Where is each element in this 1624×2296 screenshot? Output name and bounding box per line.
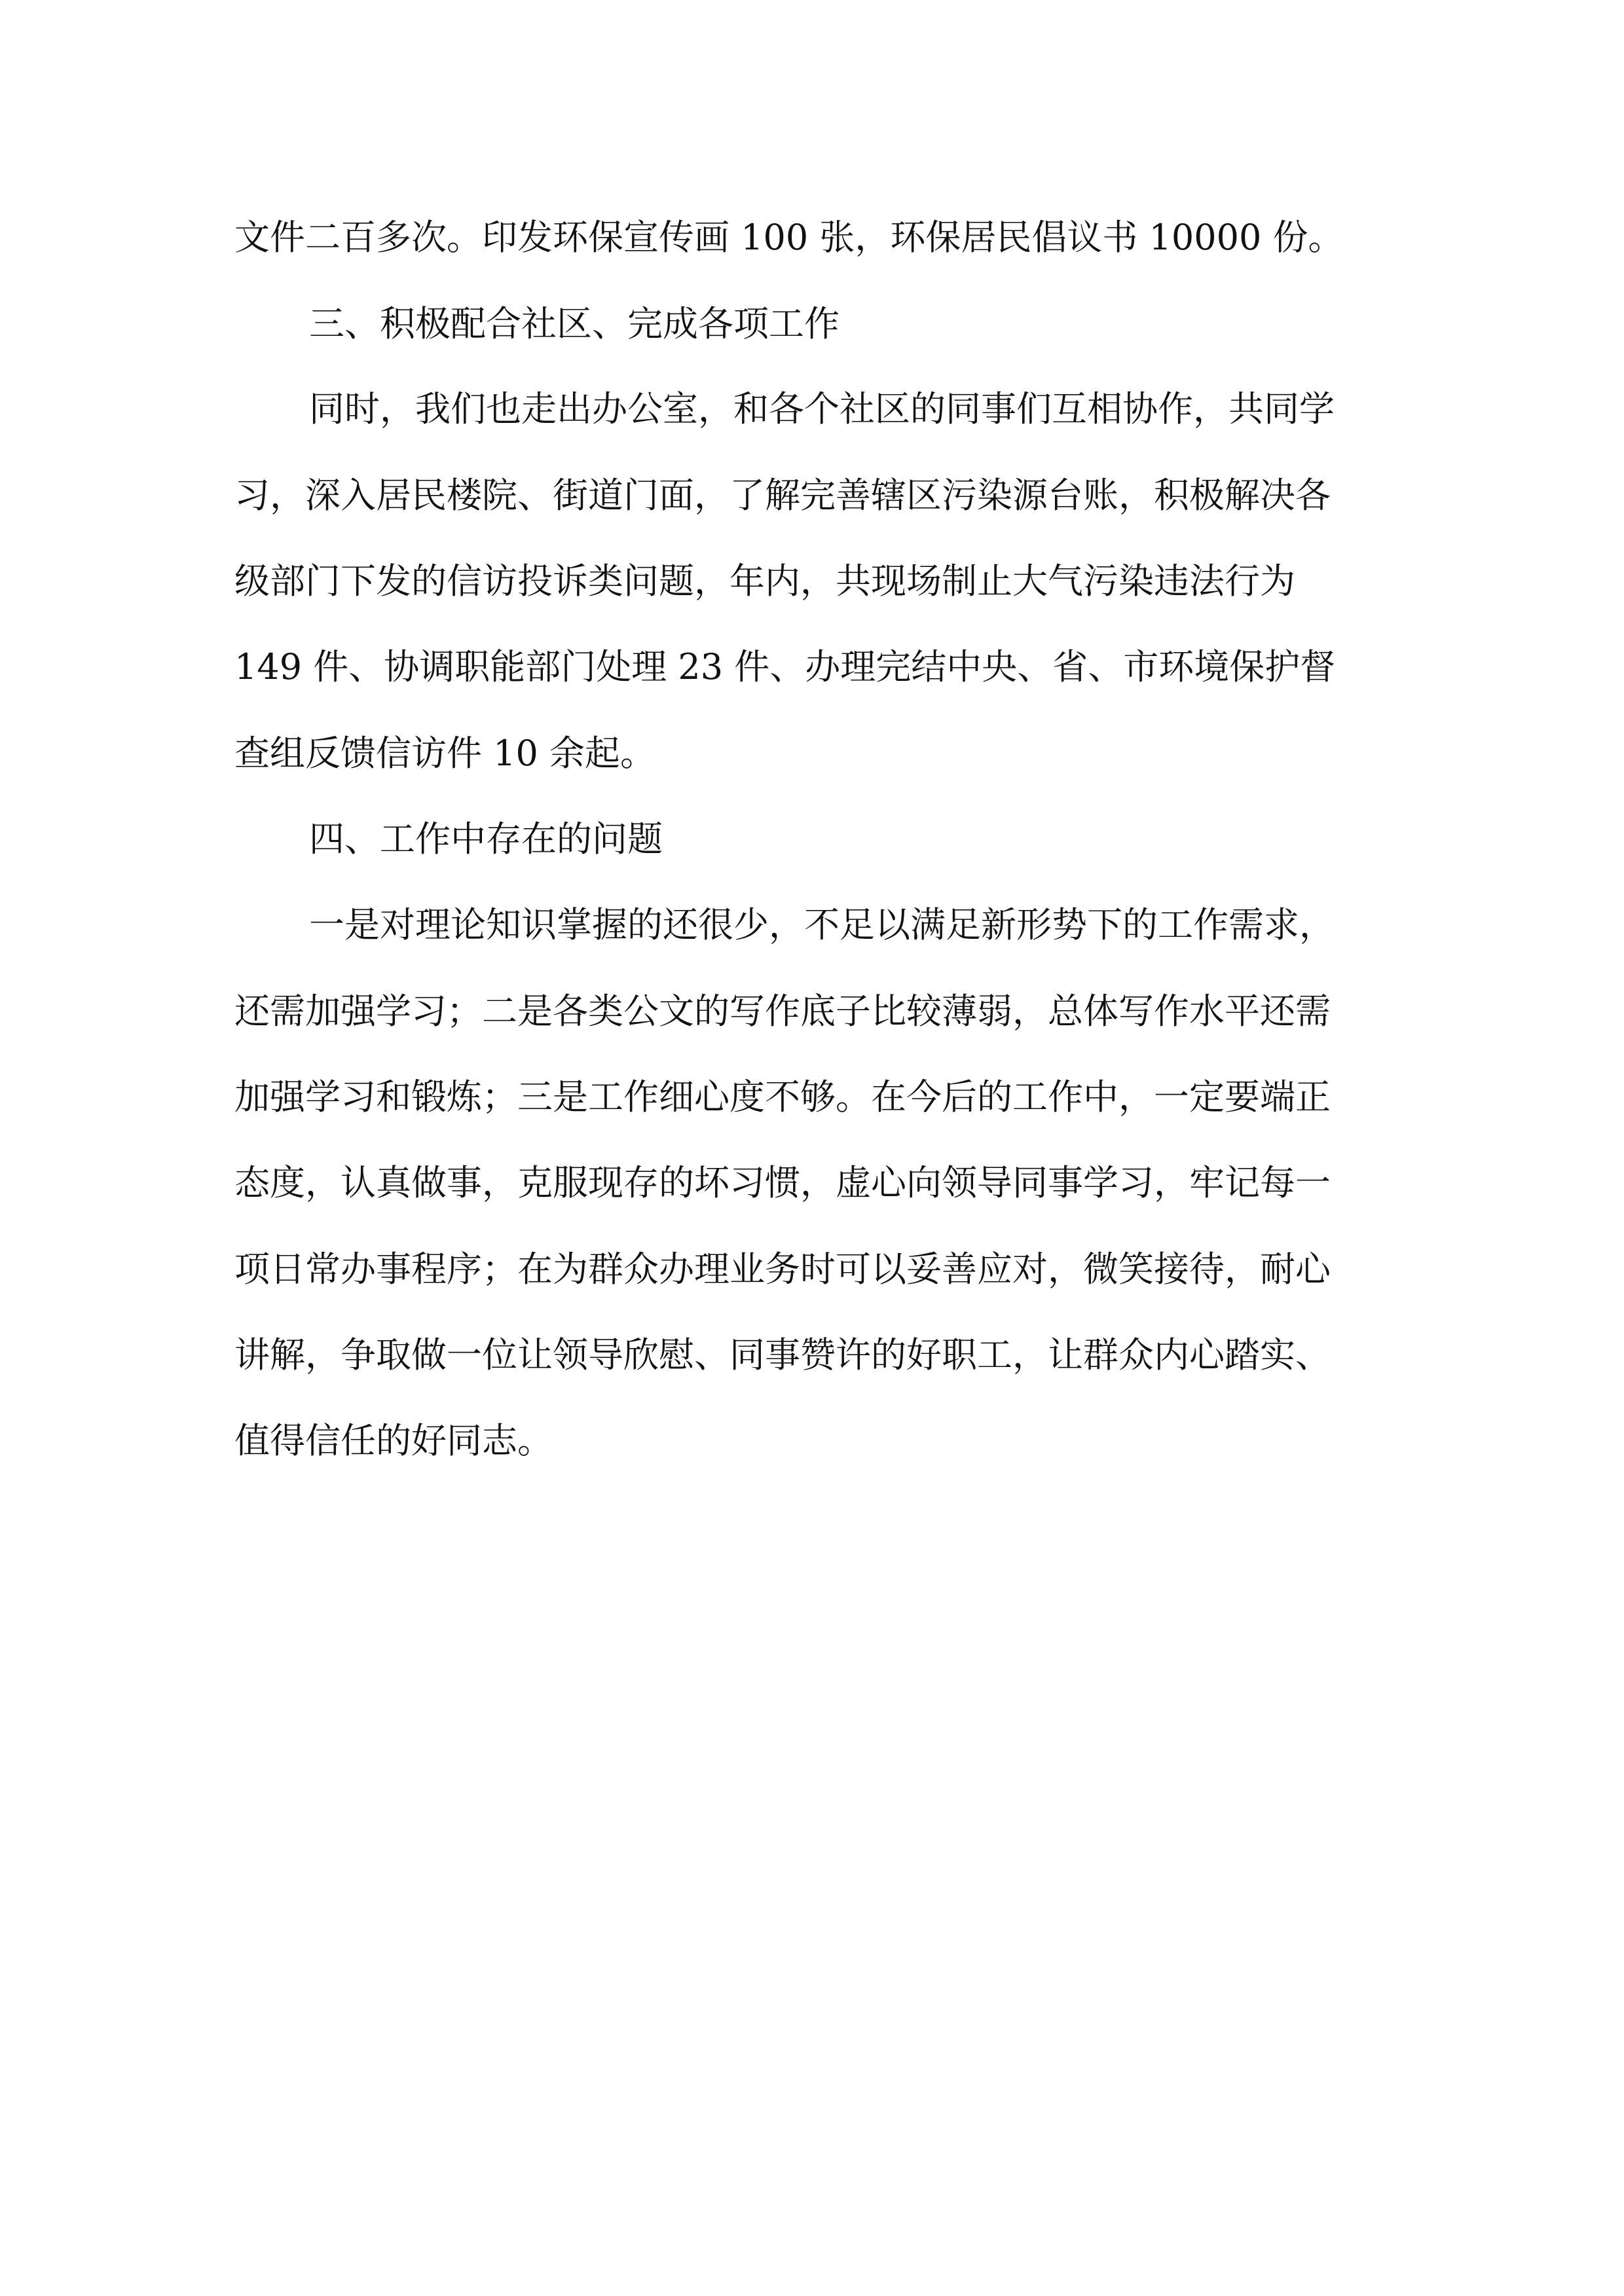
paragraph-line: 文件二百多次。印发环保宣传画 100 张，环保居民倡议书 10000 份。: [234, 217, 1344, 258]
paragraph-line: 习，深入居民楼院、街道门面，了解完善辖区污染源台账，积极解决各: [234, 475, 1331, 516]
paragraph-line: 还需加强学习；二是各类公文的写作底子比较薄弱，总体写作水平还需: [234, 991, 1331, 1032]
section-heading: 四、工作中存在的问题: [309, 818, 663, 860]
paragraph-line: 讲解，争取做一位让领导欣慰、同事赞许的好职工，让群众内心踏实、: [234, 1334, 1331, 1376]
paragraph-line: 值得信任的好同志。: [234, 1420, 553, 1461]
paragraph-line: 一是对理论知识掌握的还很少，不足以满足新形势下的工作需求，: [309, 904, 1335, 945]
paragraph-line: 同时，我们也走出办公室，和各个社区的同事们互相协作，共同学: [309, 388, 1335, 429]
paragraph-line: 态度，认真做事，克服现存的坏习惯，虚心向领导同事学习，牢记每一: [234, 1162, 1331, 1203]
paragraph-line: 加强学习和锻炼；三是工作细心度不够。在今后的工作中，一定要端正: [234, 1076, 1331, 1118]
paragraph-line: 项日常办事程序；在为群众办理业务时可以妥善应对，微笑接待，耐心: [234, 1248, 1331, 1290]
paragraph-line: 级部门下发的信访投诉类问题，年内，共现场制止大气污染违法行为: [234, 560, 1295, 602]
paragraph-line: 149 件、协调职能部门处理 23 件、办理完结中央、省、市环境保护督: [234, 646, 1336, 687]
section-heading: 三、积极配合社区、完成各项工作: [309, 303, 840, 344]
paragraph-line: 查组反馈信访件 10 余起。: [234, 733, 656, 774]
